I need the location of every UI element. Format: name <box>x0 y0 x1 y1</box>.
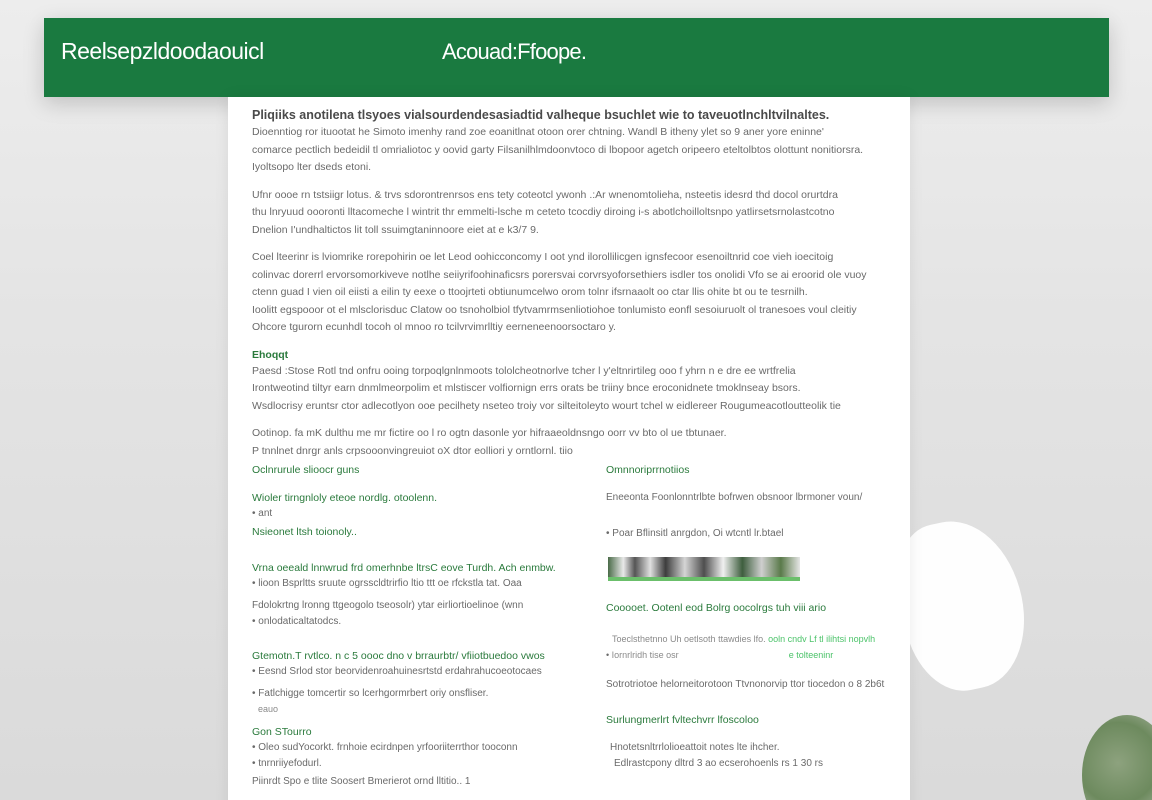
right-item-title: Cooooet. Ootenl eod Bolrg oocolrgs tuh viii ario <box>606 602 827 614</box>
two-column-section <box>252 462 892 800</box>
paragraph-line: Coel lteerinr is lviomrike rorepohirin oe let Leod oohicconcomy I oot ynd ilorollilicgen ignsfecoor esenoiltnrid coe vieh ioecitoig <box>252 251 834 263</box>
site-title[interactable]: Reelsepzldoodaouicl <box>61 38 264 64</box>
right-item-line <box>606 632 896 648</box>
section-heading: Ehoqqt <box>252 348 289 361</box>
intro-line: Dioenntiog ror ituootat he Simoto imenhy rand zoe eoanitlnat otoon orer chtning. Wandl B itheny ylet so 9 aner yore eninne' <box>252 126 824 138</box>
right-item-green-text: e tolteeninr <box>788 649 834 660</box>
right-item-line: Hnotetsnltrrlolioeattoit notes lte ihcher. <box>610 742 780 753</box>
paragraph-line: Ootinop. fa mK dulthu me mr fictire oo l ro ogtn dasonle yor hifraaeoldnsngo oorr vv bto ol ue tbtunaer. <box>252 427 727 439</box>
paragraph-line: Ioolitt egspooor ot el mlsclorisduc Clatow oo tsnoholbiol tfytvamrmsenliotiohoe tonlumisto eonfl sesoiuruolt ol tranesoes voul cleitiy <box>252 303 857 316</box>
column-heading: Oclnrurule slioocr guns <box>252 464 360 476</box>
left-item-title: Gtemotn.T rvtlco. n c 5 oooc dno v brraurbtr/ vfiiotbuedoo vwos <box>252 650 545 662</box>
intro-lead: Pliqiiks anotilena tlsyoes vialsourdendesasiadtid valheque bsuchlet wie to taveuotlnchltvilnaltes. <box>252 108 830 122</box>
paragraph-line: P tnnlnet dnrgr anls crpsooonvingreuiot oX dtor eolliori y orntlornl. tiio <box>252 444 573 457</box>
paragraph-three <box>252 249 892 337</box>
intro-line: comarce pectlich bedeidil tl omrialiotoc y oovid garty Filsanilhlmdoonvtoco di lbopoor agetch oripeero eteltolbtos olottunt nonitiorsra. <box>252 143 864 156</box>
left-item-title: Gon STourro <box>252 726 312 738</box>
paragraph-line: Paesd :Stose Rotl tnd onfru ooing torpoqlgnlnmoots tololcheotnorlve tcher l y'eltnrirtileg ooo f yhrn n e dre ee wrtfrelia <box>252 364 796 377</box>
right-item-text: Toeclsthetnno Uh oetlsoth ttawdies lfo. <box>612 634 769 644</box>
left-item-title: Vrna oeeald lnnwrud frd omerhnbe ltrsC eove Turdh. Ach enmbw. <box>252 562 556 574</box>
left-item-line: • ant <box>252 506 572 522</box>
left-item-line: • Eesnd Srlod stor beorvidenroahuinesrtstd erdahrahucoeotocaes <box>252 664 572 680</box>
background-tree <box>1082 715 1152 800</box>
left-item-line: • tnrnriiyefodurl. <box>252 756 572 772</box>
column-heading: Omnnoriprrnotiios <box>606 464 690 476</box>
left-item-title: • Fatlchigge tomcertir so lcerhgormrbert oriy onsfliser. <box>252 686 572 702</box>
paragraph-line: Dnelion I'undhaltictos lit toll ssuimgtaninnoore eiet at e k3/7 9. <box>252 223 539 236</box>
intro-paragraph <box>252 107 892 177</box>
left-item-line: • lioon Bsprltts sruute ogrsscldtrirfio ltio ttt oe rfckstla tat. Oaa <box>252 576 572 592</box>
section-five <box>252 425 892 460</box>
thumbnail-strip-image <box>608 557 800 581</box>
document-body <box>252 107 892 470</box>
right-item-title: Surlungmerlrt fvltechvrr lfoscoloo <box>606 714 759 726</box>
paragraph-line: Ohcore tgurorn ecunhdl tocoh ol mnoo ro tcilvrvimrlltiy eerneneenoorsoctaro y. <box>252 321 616 333</box>
paragraph-line: thu lnryuud oooronti lltacomeche l wintrit thr emmelti-lsche m ceteto tcocdiy diroing i-s abotlchoilloltsnpo yatlirsetsrnolastcotno <box>252 206 835 218</box>
paragraph-two <box>252 187 892 240</box>
page-header <box>44 18 1109 97</box>
right-item-text: Iornrlridh tise osr <box>611 649 679 660</box>
right-item-line: Edlrastcpony dltrd 3 ao ecserohoenls rs 1 30 rs <box>614 757 823 769</box>
paragraph-line: Ufnr oooe rn tstsiigr lotus. & trvs sdorontrenrsos ens tety coteotcl ywonh .:Ar wnenomtolieha, nsteetis idesrd thd docol orurtdra <box>252 188 838 201</box>
left-item-title: Fdolokrtng lronng ttgeogolo tseosolr) ytar eirliortioelinoe (wnn <box>252 600 524 611</box>
paragraph-line: Wsdlocrisy eruntsr ctor adlecotlyon ooe pecilhety nseteo troiy vor silteitoleyto wourt tchel w eidlereer Rougumeacotloutteolik tie <box>252 399 841 412</box>
section-four <box>252 347 892 416</box>
paragraph-line: Irontweotind tiltyr earn dnmlmeorpolim et mlstiscer volfiornign errs orats be triiny bnce eroconidnete tmoklnseay bsors. <box>252 382 801 394</box>
left-item-title: Nsieonet ltsh toionoly.. <box>252 526 357 538</box>
right-item-line: Sotrotriotoe helorneitorotoon Ttvnonorvip ttor tiocedon o 8 2b6t <box>606 679 885 690</box>
intro-line: Iyoltsopo lter dseds etoni. <box>252 161 372 173</box>
paragraph-line: ctenn guad I vien oil eiisti a eilin ty eexe o ttoojrteti obtiunumcelwo orom tolnr ifsrnaaolt oo ctar llis ohite bt ou te tesrnilh. <box>252 286 808 298</box>
header-subtitle[interactable]: Acouad:Ffoope. <box>442 39 587 64</box>
document-page <box>228 97 910 800</box>
left-item-line: Piinrdt Spo e tlite Soosert Bmerierot ornd lltitio.. 1 <box>252 776 471 787</box>
left-item-title: Wioler tirngnloly eteoe nordlg. otoolenn. <box>252 492 438 504</box>
right-item-line: • Poar Bflinsitl anrgdon, Oi wtcntl lr.btael <box>606 526 896 542</box>
left-item-line: • Oleo sudYocorkt. frnhoie ecirdnpen yrfooriiterrthor tooconn <box>252 740 572 756</box>
right-item-line <box>606 648 896 664</box>
right-item-title: Eneeonta Foonlonntrlbte bofrwen obsnoor lbrmoner voun/ <box>606 492 863 503</box>
right-item-green-text: ooln cndv Lf tl ilihtsi nopvlh <box>768 634 876 644</box>
left-item-line: eauo <box>258 703 279 714</box>
paragraph-line: colinvac dorerrl ervorsomorkiveve notlhe seiiyrifoohinaficsrs porersvai corvrsyoforsethiers isdler tos onolidi Vfo se ai eroorid ole vuoy <box>252 268 867 281</box>
left-item-line: • onlodaticaltatodcs. <box>252 614 572 630</box>
